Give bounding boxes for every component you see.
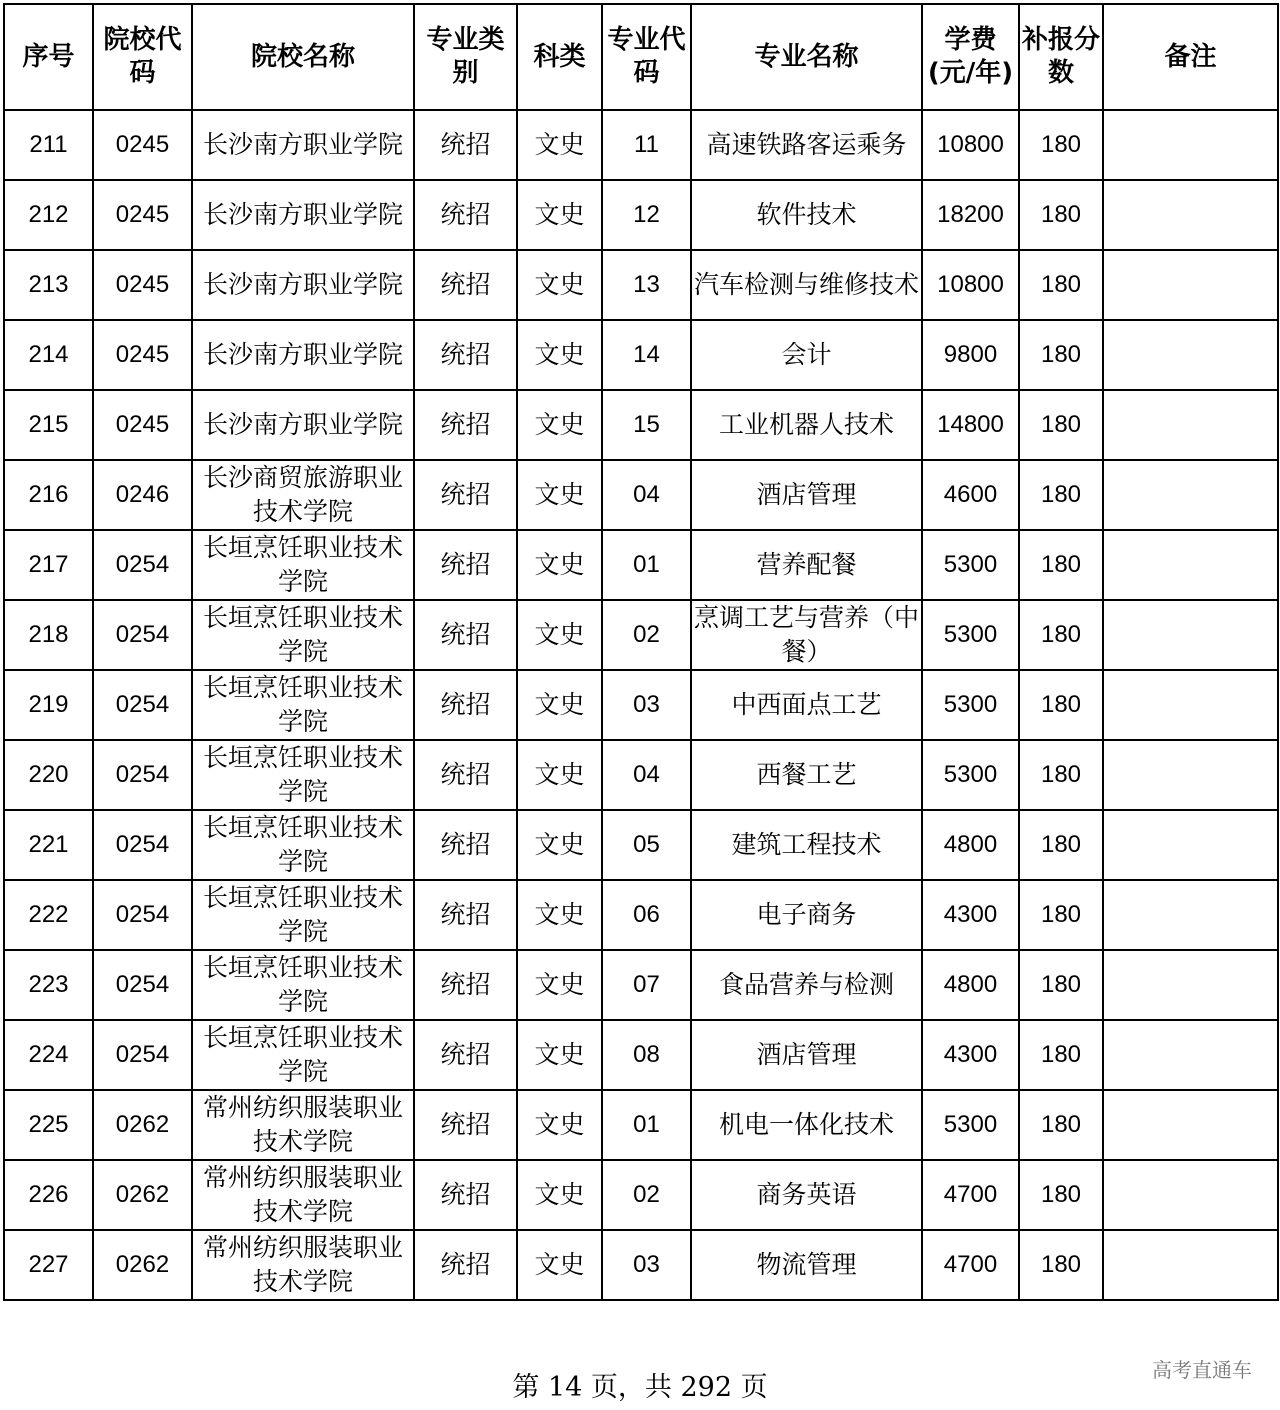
cell-major-name: 食品营养与检测 xyxy=(691,950,922,1020)
header-tuition: 学费(元/年) xyxy=(922,4,1019,110)
cell-major-category: 统招 xyxy=(414,1230,517,1300)
cell-major-name: 会计 xyxy=(691,320,922,390)
cell-subject: 文史 xyxy=(517,320,602,390)
cell-major-code: 05 xyxy=(602,810,691,880)
cell-major-name: 工业机器人技术 xyxy=(691,390,922,460)
cell-supplement-score: 180 xyxy=(1019,250,1103,320)
cell-major-code: 01 xyxy=(602,530,691,600)
cell-index: 216 xyxy=(4,460,93,530)
cell-school-name: 长垣烹饪职业技术学院 xyxy=(192,950,414,1020)
cell-major-category: 统招 xyxy=(414,810,517,880)
cell-remarks xyxy=(1103,390,1278,460)
cell-major-name: 商务英语 xyxy=(691,1160,922,1230)
cell-major-code: 13 xyxy=(602,250,691,320)
admission-table xyxy=(3,3,1279,1301)
cell-school-name: 常州纺织服装职业技术学院 xyxy=(192,1090,414,1160)
cell-major-code: 02 xyxy=(602,600,691,670)
cell-supplement-score: 180 xyxy=(1019,670,1103,740)
table-row xyxy=(4,460,1278,530)
cell-index: 222 xyxy=(4,880,93,950)
cell-major-code: 12 xyxy=(602,180,691,250)
cell-major-category: 统招 xyxy=(414,530,517,600)
cell-index: 217 xyxy=(4,530,93,600)
cell-school-name: 长垣烹饪职业技术学院 xyxy=(192,670,414,740)
cell-major-code: 03 xyxy=(602,670,691,740)
cell-school-code: 0254 xyxy=(93,1020,192,1090)
cell-school-code: 0245 xyxy=(93,110,192,180)
cell-tuition: 10800 xyxy=(922,110,1019,180)
cell-school-name: 长沙商贸旅游职业技术学院 xyxy=(192,460,414,530)
cell-index: 218 xyxy=(4,600,93,670)
cell-tuition: 4300 xyxy=(922,880,1019,950)
cell-index: 212 xyxy=(4,180,93,250)
header-major-name: 专业名称 xyxy=(691,4,922,110)
cell-supplement-score: 180 xyxy=(1019,810,1103,880)
cell-school-name: 长沙南方职业学院 xyxy=(192,320,414,390)
cell-major-name: 西餐工艺 xyxy=(691,740,922,810)
cell-subject: 文史 xyxy=(517,810,602,880)
cell-supplement-score: 180 xyxy=(1019,320,1103,390)
cell-tuition: 4700 xyxy=(922,1230,1019,1300)
table-row xyxy=(4,880,1278,950)
cell-school-name: 常州纺织服装职业技术学院 xyxy=(192,1230,414,1300)
cell-major-name: 汽车检测与维修技术 xyxy=(691,250,922,320)
cell-index: 219 xyxy=(4,670,93,740)
cell-school-code: 0254 xyxy=(93,810,192,880)
table-row xyxy=(4,1090,1278,1160)
cell-supplement-score: 180 xyxy=(1019,1090,1103,1160)
cell-school-name: 常州纺织服装职业技术学院 xyxy=(192,1160,414,1230)
cell-school-code: 0254 xyxy=(93,530,192,600)
table-row xyxy=(4,670,1278,740)
cell-index: 214 xyxy=(4,320,93,390)
cell-major-code: 08 xyxy=(602,1020,691,1090)
cell-subject: 文史 xyxy=(517,600,602,670)
cell-school-code: 0245 xyxy=(93,180,192,250)
cell-subject: 文史 xyxy=(517,880,602,950)
cell-subject: 文史 xyxy=(517,530,602,600)
table-row xyxy=(4,740,1278,810)
table-row xyxy=(4,180,1278,250)
cell-major-code: 04 xyxy=(602,740,691,810)
cell-index: 220 xyxy=(4,740,93,810)
cell-index: 223 xyxy=(4,950,93,1020)
cell-remarks xyxy=(1103,950,1278,1020)
cell-tuition: 4600 xyxy=(922,460,1019,530)
cell-major-code: 01 xyxy=(602,1090,691,1160)
header-supplement-score: 补报分数 xyxy=(1019,4,1103,110)
admission-table-container xyxy=(3,3,1279,1301)
cell-remarks xyxy=(1103,530,1278,600)
cell-school-code: 0262 xyxy=(93,1160,192,1230)
cell-school-code: 0262 xyxy=(93,1090,192,1160)
table-body xyxy=(4,110,1278,1300)
cell-tuition: 5300 xyxy=(922,670,1019,740)
cell-school-name: 长沙南方职业学院 xyxy=(192,180,414,250)
cell-school-code: 0254 xyxy=(93,740,192,810)
cell-major-category: 统招 xyxy=(414,390,517,460)
cell-tuition: 4700 xyxy=(922,1160,1019,1230)
header-remarks: 备注 xyxy=(1103,4,1278,110)
cell-supplement-score: 180 xyxy=(1019,1230,1103,1300)
cell-major-category: 统招 xyxy=(414,250,517,320)
cell-school-name: 长垣烹饪职业技术学院 xyxy=(192,740,414,810)
cell-major-code: 06 xyxy=(602,880,691,950)
cell-tuition: 18200 xyxy=(922,180,1019,250)
cell-supplement-score: 180 xyxy=(1019,530,1103,600)
table-header-row xyxy=(4,4,1278,110)
watermark-text: 高考直通车 xyxy=(1152,1358,1252,1382)
cell-remarks xyxy=(1103,810,1278,880)
cell-tuition: 5300 xyxy=(922,740,1019,810)
cell-subject: 文史 xyxy=(517,950,602,1020)
cell-school-name: 长垣烹饪职业技术学院 xyxy=(192,1020,414,1090)
cell-subject: 文史 xyxy=(517,180,602,250)
cell-major-category: 统招 xyxy=(414,1090,517,1160)
cell-remarks xyxy=(1103,740,1278,810)
cell-major-name: 烹调工艺与营养（中餐） xyxy=(691,600,922,670)
cell-major-code: 03 xyxy=(602,1230,691,1300)
cell-major-category: 统招 xyxy=(414,320,517,390)
cell-subject: 文史 xyxy=(517,390,602,460)
cell-supplement-score: 180 xyxy=(1019,1020,1103,1090)
cell-major-name: 酒店管理 xyxy=(691,1020,922,1090)
cell-major-category: 统招 xyxy=(414,1020,517,1090)
cell-major-name: 物流管理 xyxy=(691,1230,922,1300)
table-row xyxy=(4,1020,1278,1090)
cell-remarks xyxy=(1103,180,1278,250)
cell-tuition: 5300 xyxy=(922,530,1019,600)
cell-major-name: 软件技术 xyxy=(691,180,922,250)
cell-remarks xyxy=(1103,110,1278,180)
header-index: 序号 xyxy=(4,4,93,110)
cell-major-name: 酒店管理 xyxy=(691,460,922,530)
cell-major-code: 11 xyxy=(602,110,691,180)
cell-subject: 文史 xyxy=(517,740,602,810)
cell-major-code: 07 xyxy=(602,950,691,1020)
cell-index: 211 xyxy=(4,110,93,180)
cell-subject: 文史 xyxy=(517,1160,602,1230)
cell-tuition: 5300 xyxy=(922,600,1019,670)
table-row xyxy=(4,250,1278,320)
cell-school-name: 长沙南方职业学院 xyxy=(192,390,414,460)
cell-school-code: 0254 xyxy=(93,950,192,1020)
cell-school-name: 长垣烹饪职业技术学院 xyxy=(192,880,414,950)
cell-subject: 文史 xyxy=(517,1230,602,1300)
table-row xyxy=(4,1160,1278,1230)
header-subject: 科类 xyxy=(517,4,602,110)
cell-tuition: 14800 xyxy=(922,390,1019,460)
cell-school-code: 0246 xyxy=(93,460,192,530)
header-school-name: 院校名称 xyxy=(192,4,414,110)
cell-index: 213 xyxy=(4,250,93,320)
cell-major-category: 统招 xyxy=(414,180,517,250)
table-row xyxy=(4,110,1278,180)
cell-major-code: 02 xyxy=(602,1160,691,1230)
cell-school-code: 0262 xyxy=(93,1230,192,1300)
cell-subject: 文史 xyxy=(517,460,602,530)
cell-remarks xyxy=(1103,250,1278,320)
table-row xyxy=(4,390,1278,460)
cell-subject: 文史 xyxy=(517,1020,602,1090)
cell-supplement-score: 180 xyxy=(1019,1160,1103,1230)
table-row xyxy=(4,530,1278,600)
cell-supplement-score: 180 xyxy=(1019,180,1103,250)
cell-school-name: 长垣烹饪职业技术学院 xyxy=(192,600,414,670)
cell-index: 227 xyxy=(4,1230,93,1300)
table-row xyxy=(4,810,1278,880)
cell-remarks xyxy=(1103,670,1278,740)
cell-school-name: 长沙南方职业学院 xyxy=(192,110,414,180)
cell-subject: 文史 xyxy=(517,110,602,180)
table-row xyxy=(4,600,1278,670)
cell-major-name: 营养配餐 xyxy=(691,530,922,600)
cell-remarks xyxy=(1103,880,1278,950)
cell-school-name: 长沙南方职业学院 xyxy=(192,250,414,320)
cell-remarks xyxy=(1103,600,1278,670)
cell-school-name: 长垣烹饪职业技术学院 xyxy=(192,530,414,600)
cell-index: 225 xyxy=(4,1090,93,1160)
cell-school-code: 0245 xyxy=(93,320,192,390)
cell-major-category: 统招 xyxy=(414,600,517,670)
cell-tuition: 10800 xyxy=(922,250,1019,320)
cell-major-category: 统招 xyxy=(414,670,517,740)
cell-major-category: 统招 xyxy=(414,740,517,810)
cell-remarks xyxy=(1103,1160,1278,1230)
cell-remarks xyxy=(1103,320,1278,390)
header-school-code: 院校代码 xyxy=(93,4,192,110)
table-row xyxy=(4,1230,1278,1300)
cell-index: 224 xyxy=(4,1020,93,1090)
header-major-category: 专业类别 xyxy=(414,4,517,110)
cell-supplement-score: 180 xyxy=(1019,460,1103,530)
cell-supplement-score: 180 xyxy=(1019,950,1103,1020)
cell-tuition: 5300 xyxy=(922,1090,1019,1160)
cell-tuition: 4300 xyxy=(922,1020,1019,1090)
header-major-code: 专业代码 xyxy=(602,4,691,110)
cell-major-category: 统招 xyxy=(414,460,517,530)
cell-major-name: 中西面点工艺 xyxy=(691,670,922,740)
cell-supplement-score: 180 xyxy=(1019,390,1103,460)
cell-index: 215 xyxy=(4,390,93,460)
cell-major-code: 15 xyxy=(602,390,691,460)
cell-major-code: 04 xyxy=(602,460,691,530)
cell-remarks xyxy=(1103,460,1278,530)
cell-school-code: 0254 xyxy=(93,670,192,740)
cell-major-code: 14 xyxy=(602,320,691,390)
cell-major-name: 电子商务 xyxy=(691,880,922,950)
cell-subject: 文史 xyxy=(517,670,602,740)
cell-school-code: 0254 xyxy=(93,880,192,950)
cell-remarks xyxy=(1103,1020,1278,1090)
cell-major-name: 建筑工程技术 xyxy=(691,810,922,880)
cell-tuition: 9800 xyxy=(922,320,1019,390)
cell-major-category: 统招 xyxy=(414,950,517,1020)
cell-supplement-score: 180 xyxy=(1019,110,1103,180)
cell-index: 226 xyxy=(4,1160,93,1230)
cell-supplement-score: 180 xyxy=(1019,600,1103,670)
table-row xyxy=(4,320,1278,390)
page-number: 第 14 页，共 292 页 xyxy=(512,1372,768,1403)
cell-major-name: 机电一体化技术 xyxy=(691,1090,922,1160)
cell-index: 221 xyxy=(4,810,93,880)
cell-supplement-score: 180 xyxy=(1019,740,1103,810)
cell-school-name: 长垣烹饪职业技术学院 xyxy=(192,810,414,880)
cell-remarks xyxy=(1103,1090,1278,1160)
cell-school-code: 0245 xyxy=(93,250,192,320)
cell-remarks xyxy=(1103,1230,1278,1300)
cell-school-code: 0245 xyxy=(93,390,192,460)
cell-major-category: 统招 xyxy=(414,110,517,180)
table-row xyxy=(4,950,1278,1020)
cell-tuition: 4800 xyxy=(922,950,1019,1020)
cell-supplement-score: 180 xyxy=(1019,880,1103,950)
cell-major-category: 统招 xyxy=(414,880,517,950)
cell-subject: 文史 xyxy=(517,1090,602,1160)
cell-tuition: 4800 xyxy=(922,810,1019,880)
cell-major-category: 统招 xyxy=(414,1160,517,1230)
cell-subject: 文史 xyxy=(517,250,602,320)
cell-school-code: 0254 xyxy=(93,600,192,670)
cell-major-name: 高速铁路客运乘务 xyxy=(691,110,922,180)
